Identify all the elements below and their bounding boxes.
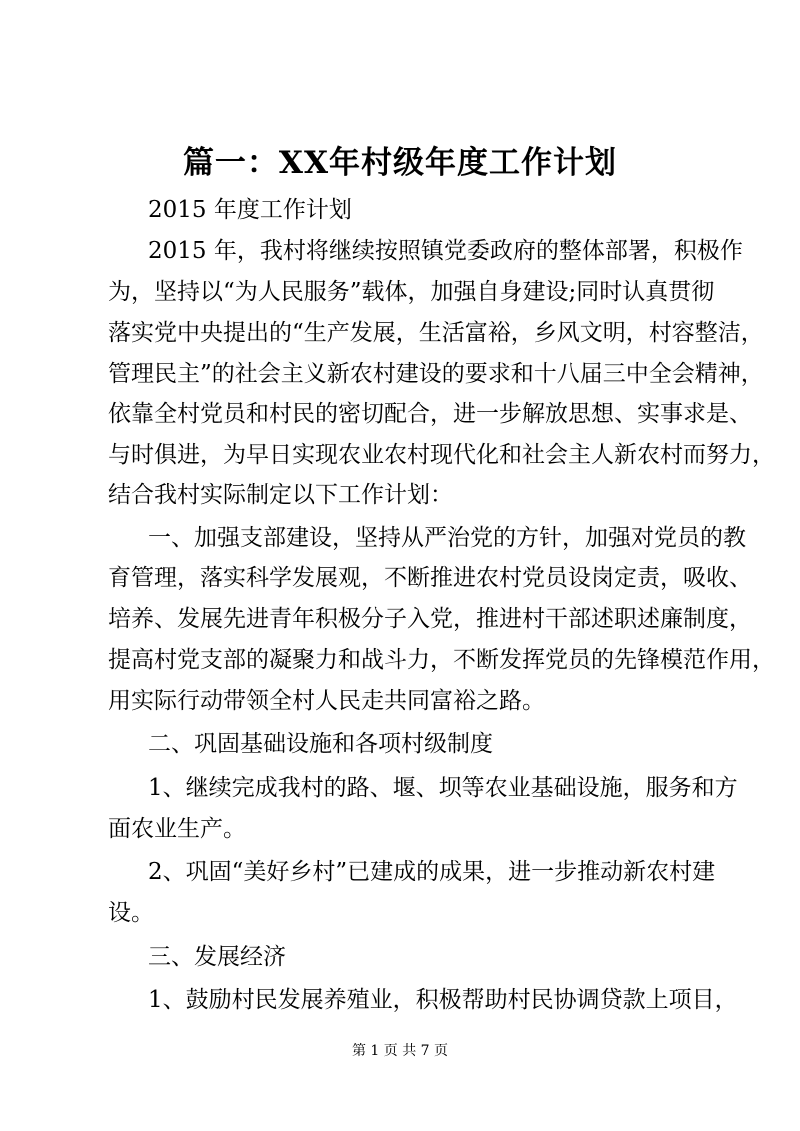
paragraph-line: 1、继续完成我村的路、堰、坝等农业基础设施，服务和方	[148, 775, 738, 801]
paragraph-line: 提高村党支部的凝聚力和战斗力，不断发挥党员的先锋模范作用，	[108, 647, 775, 673]
paragraph-line: 用实际行动带领全村人民走共同富裕之路。	[108, 688, 545, 714]
paragraph-line: 育管理，落实科学发展观，不断推进农村党员设岗定责，吸收、	[108, 565, 752, 591]
section-heading: 三、发展经济	[148, 944, 286, 970]
paragraph-line: 管理民主”的社会主义新农村建设的要求和十八届三中全会精神，	[108, 361, 764, 387]
paragraph-line: 2015 年，我村将继续按照镇党委政府的整体部署，积极作	[148, 238, 743, 264]
paragraph-line: 与时俱进，为早日实现农业农村现代化和社会主人新农村而努力，	[108, 442, 775, 468]
paragraph-line: 1、鼓励村民发展养殖业，积极帮助村民协调贷款上项目，	[148, 987, 738, 1013]
paragraph-line: 落实党中央提出的“生产发展，生活富裕，乡风文明，村容整洁，	[108, 320, 764, 346]
paragraph-line: 2、巩固“美好乡村”已建成的成果，进一步推动新农村建	[148, 859, 716, 885]
paragraph-line: 设。	[108, 900, 154, 926]
page-footer: 第 1 页 共 7 页	[351, 1043, 449, 1059]
paragraph-line: 为，坚持以“为人民服务”载体，加强自身建设;同时认真贯彻	[108, 279, 715, 305]
document-title: 篇一：XX年村级年度工作计划	[182, 145, 618, 181]
paragraph-line: 培养、发展先进青年积极分子入党，推进村干部述职述廉制度，	[108, 606, 752, 632]
paragraph-line: 2015 年度工作计划	[148, 197, 352, 223]
paragraph-line: 依靠全村党员和村民的密切配合，进一步解放思想、实事求是、	[108, 401, 752, 427]
paragraph-line: 一、加强支部建设，坚持从严治党的方针，加强对党员的教	[148, 525, 746, 551]
paragraph-line: 结合我村实际制定以下工作计划：	[108, 482, 453, 508]
paragraph-line: 面农业生产。	[108, 816, 246, 842]
section-heading: 二、巩固基础设施和各项村级制度	[148, 731, 493, 757]
